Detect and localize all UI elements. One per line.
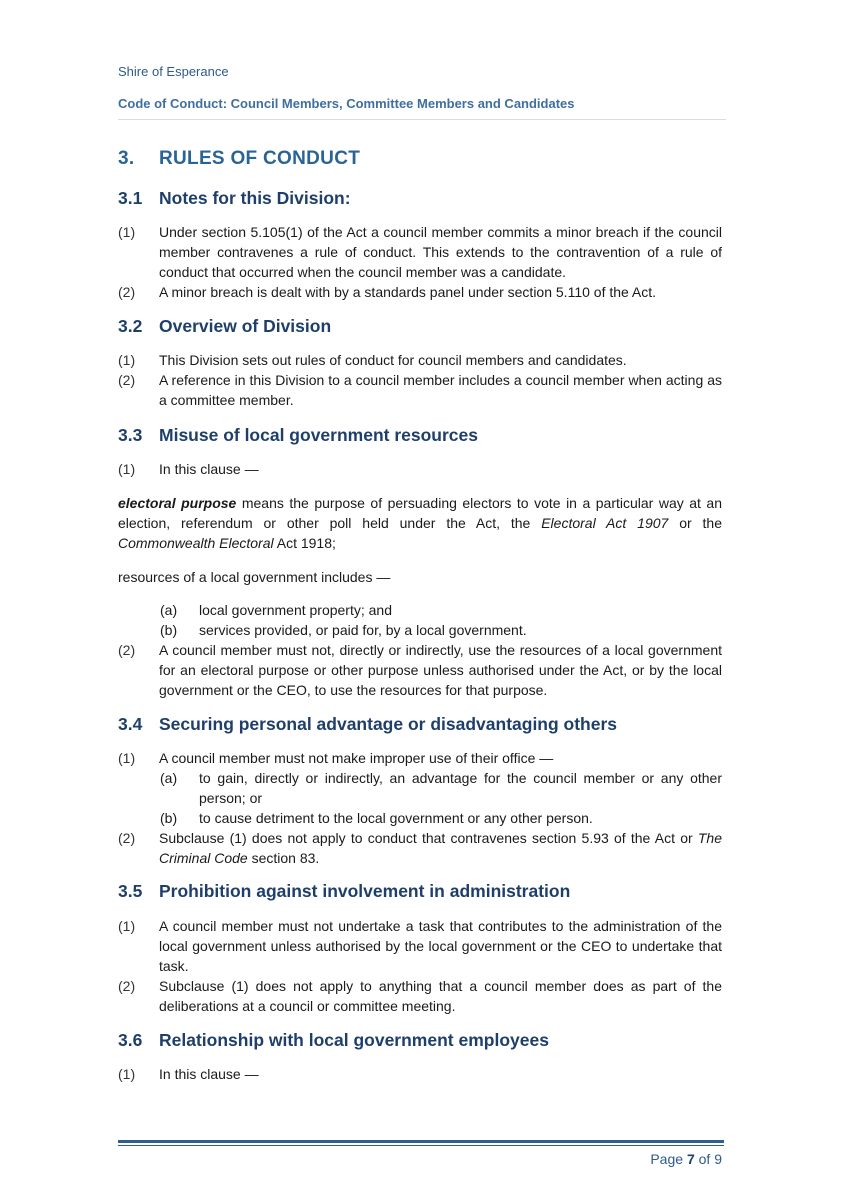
- heading-3-3: [118, 425, 478, 446]
- para-text: A reference in this Division to a council member includes a council member when acting as a committee member.: [159, 372, 722, 408]
- para-number: (1): [118, 1066, 136, 1082]
- act-name: Electoral Act 1907: [541, 515, 669, 531]
- para-text: Subclause (1) does not apply to anything that a council member does as part of the deliberations at a council or committee meeting.: [159, 978, 722, 1014]
- para-text: In this clause —: [159, 461, 259, 477]
- para-3-2-1: [118, 350, 722, 370]
- section-number: 3.: [118, 148, 135, 169]
- subpara-text: to gain, directly or indirectly, an advantage for the council member or any other person; or: [199, 770, 722, 806]
- para-3-5-2: [118, 976, 722, 1016]
- heading-number: 3.4: [118, 714, 143, 734]
- para-3-4-2: [118, 828, 722, 868]
- heading-title: Securing personal advantage or disadvantaging others: [159, 714, 618, 734]
- heading-number: 3.6: [118, 1030, 143, 1050]
- para-3-4-1: [118, 748, 722, 768]
- para-text-part: Subclause (1) does not apply to conduct that contravenes section 5.93 of the Act or: [159, 830, 698, 846]
- subpara-number: (a): [160, 602, 178, 618]
- para-number: (2): [118, 978, 136, 994]
- section-title: RULES OF CONDUCT: [159, 148, 361, 169]
- subpara-3-4-b: [160, 808, 722, 828]
- heading-number: 3.2: [118, 316, 143, 336]
- para-number: (2): [118, 642, 136, 658]
- para-number: (1): [118, 461, 136, 477]
- para-number: (1): [118, 750, 136, 766]
- para-number: (1): [118, 918, 136, 934]
- heading-3-4: [118, 714, 617, 735]
- para-number: (1): [118, 224, 136, 240]
- footer-divider: [118, 1140, 724, 1143]
- para-text: Under section 5.105(1) of the Act a council member commits a minor breach if the council member contravenes a rule of conduct. This extends to the contravention of a rule of conduct that occurred when the council member was a candidate.: [159, 224, 722, 280]
- page-number: [600, 1151, 722, 1167]
- code-name: The Criminal Code: [159, 830, 722, 866]
- header-organization: Shire of Esperance: [118, 64, 229, 79]
- page-label: Page: [650, 1151, 684, 1167]
- header-divider: [118, 119, 726, 120]
- para-text-part: section 83.: [247, 850, 320, 866]
- page-of: of: [698, 1151, 711, 1167]
- subpara-3-3-a: [160, 600, 722, 620]
- subpara-3-4-a: [160, 768, 722, 808]
- heading-3-2: [118, 316, 331, 337]
- para-text: A council member must not make improper use of their office —: [159, 750, 554, 766]
- heading-3-1: [118, 188, 351, 209]
- header-document-title: Code of Conduct: Council Members, Committee Members and Candidates: [118, 96, 575, 111]
- para-text: A council member must not undertake a task that contributes to the administration of the local government unless authorised by the local government or the CEO to undertake that task.: [159, 918, 722, 974]
- para-text: [159, 828, 722, 868]
- para-text: This Division sets out rules of conduct for council members and candidates.: [159, 352, 627, 368]
- para-text: In this clause —: [159, 1066, 259, 1082]
- para-3-1-1: [118, 222, 722, 282]
- heading-3-5: [118, 881, 570, 902]
- definition-text: means the purpose of persuading electors to vote in a particular way at an election, referendum or other poll held under the Act, the: [118, 495, 723, 531]
- subpara-3-3-b: [160, 620, 722, 640]
- footer-divider-thin: [118, 1145, 724, 1146]
- para-3-2-2: [118, 370, 722, 410]
- subpara-text: local government property; and: [199, 602, 392, 618]
- para-number: (2): [118, 830, 136, 846]
- para-text: A minor breach is dealt with by a standards panel under section 5.110 of the Act.: [159, 284, 657, 300]
- definition-electoral-purpose: [118, 493, 722, 553]
- definition-resources: resources of a local government includes —: [118, 569, 391, 585]
- heading-3-6: [118, 1030, 549, 1051]
- para-3-5-1: [118, 916, 722, 976]
- subpara-number: (a): [160, 770, 178, 786]
- definition-text: or the: [668, 515, 722, 531]
- heading-number: 3.1: [118, 188, 143, 208]
- heading-title: Overview of Division: [159, 316, 332, 336]
- para-number: (2): [118, 284, 136, 300]
- definition-text: Act 1918;: [273, 535, 336, 551]
- page-total: 9: [714, 1151, 722, 1167]
- para-3-1-2: [118, 282, 722, 302]
- para-number: (1): [118, 352, 136, 368]
- page-current: 7: [686, 1151, 695, 1167]
- subpara-text: to cause detriment to the local government or any other person.: [199, 810, 593, 826]
- section-heading: [118, 148, 360, 170]
- para-text: A council member must not, directly or indirectly, use the resources of a local government for an electoral purpose or other purpose unless authorised under the Act, or by the local government or the CEO, to use the resources for that purpose.: [159, 642, 722, 698]
- heading-number: 3.5: [118, 881, 143, 901]
- act-name: Commonwealth Electoral: [118, 535, 274, 551]
- subpara-number: (b): [160, 810, 178, 826]
- para-number: (2): [118, 372, 136, 388]
- para-3-6-1: [118, 1064, 722, 1084]
- heading-title: Prohibition against involvement in administration: [159, 881, 571, 901]
- subpara-text: services provided, or paid for, by a local government.: [199, 622, 527, 638]
- heading-number: 3.3: [118, 425, 143, 445]
- subpara-number: (b): [160, 622, 178, 638]
- defined-term: electoral purpose: [118, 495, 237, 511]
- para-3-3-1: [118, 459, 722, 479]
- para-3-3-2: [118, 640, 722, 700]
- heading-title: Misuse of local government resources: [159, 425, 478, 445]
- heading-title: Relationship with local government employees: [159, 1030, 549, 1050]
- heading-title: Notes for this Division:: [159, 188, 351, 208]
